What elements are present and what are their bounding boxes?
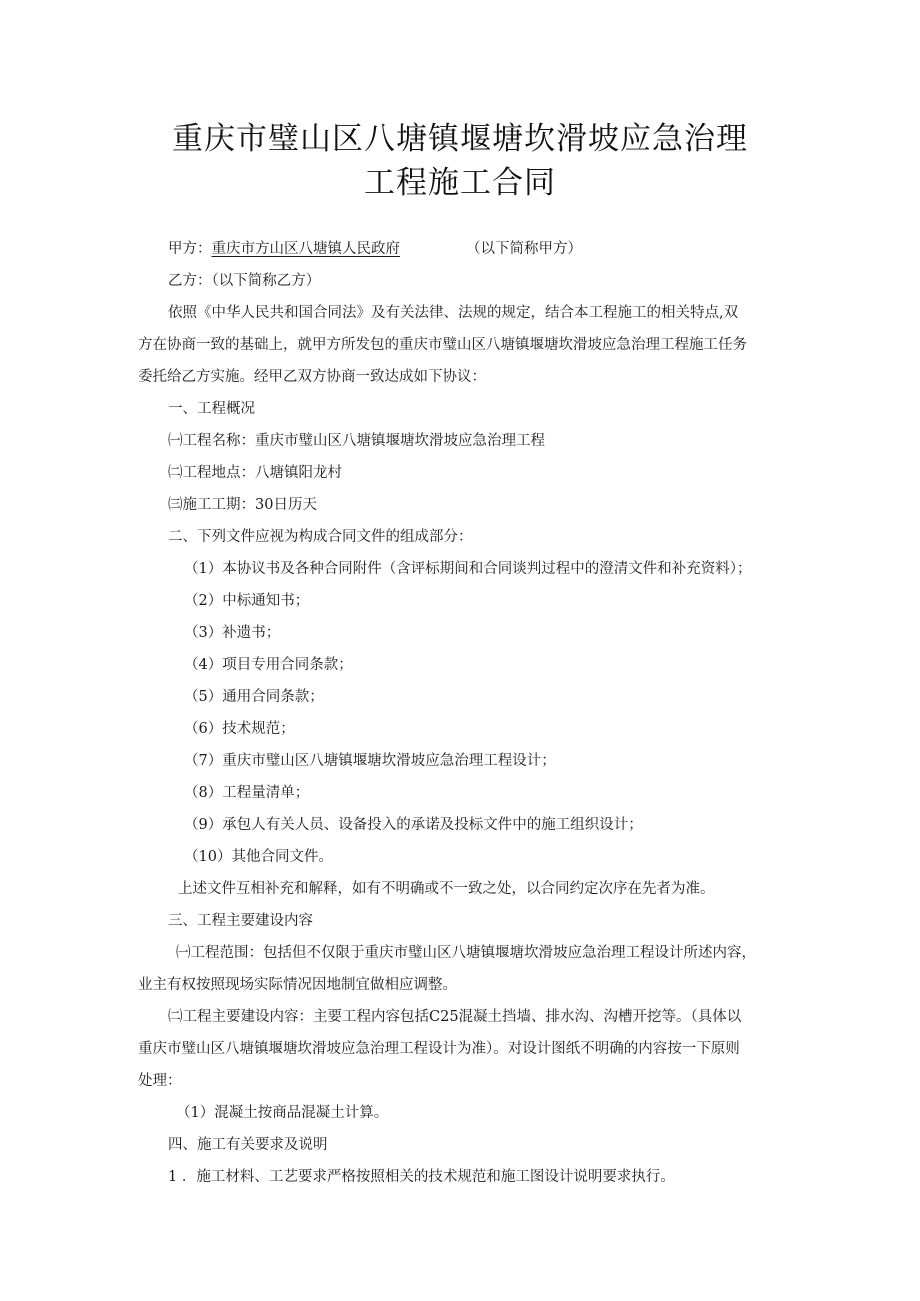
contract-document-item: （2）中标通知书； — [184, 593, 310, 609]
document-title-line-1: 重庆市璧山区八塘镇堰塘坎滑坡应急治理 — [172, 121, 748, 157]
intro-paragraph-line-2: 方在协商一致的基础上，就甲方所发包的重庆市璧山区八塘镇堰塘坎滑坡应急治理工程施工任务 — [138, 337, 747, 353]
document-title-line-2: 工程施工合同 — [364, 165, 556, 201]
project-location-item: ㈡工程地点：八塘镇阳龙村 — [168, 465, 342, 481]
intro-paragraph-line-3: 委托给乙方实施。经甲乙双方协商一致达成如下协议： — [138, 369, 486, 385]
construction-period-item: ㈢施工工期：30日历天 — [168, 497, 317, 513]
construction-content-line-2: 重庆市璧山区八塘镇堰塘坎滑坡应急治理工程设计为准）。对设计图纸不明确的内容按一下原则 — [138, 1041, 740, 1057]
section-3-heading: 三、工程主要建设内容 — [168, 913, 313, 929]
contract-document-item: （9）承包人有关人员、设备投入的承诺及投标文件中的施工组织设计； — [184, 817, 643, 833]
section-1-heading: 一、工程概况 — [168, 401, 255, 417]
party-b-line: 乙方：（以下简称乙方） — [168, 273, 321, 289]
project-name-item: ㈠工程名称：重庆市璧山区八塘镇堰塘坎滑坡应急治理工程 — [168, 433, 545, 449]
contract-document-item: （5）通用合同条款； — [184, 689, 324, 705]
intro-paragraph-line-1: 依照《中华人民共和国合同法》及有关法律、法规的规定，结合本工程施工的相关特点,双 — [168, 305, 739, 321]
section-4-heading: 四、施工有关要求及说明 — [168, 1137, 328, 1153]
requirement-item: 1 ．施工材料、工艺要求严格按照相关的技术规范和施工图设计说明要求执行。 — [168, 1169, 675, 1185]
section-2-heading: 二、下列文件应视为构成合同文件的组成部分： — [168, 529, 473, 545]
project-scope-line-2: 业主有权按照现场实际情况因地制宜做相应调整。 — [138, 977, 457, 993]
project-scope-line-1: ㈠工程范围：包括但不仅限于重庆市璧山区八塘镇堰塘坎滑坡应急治理工程设计所述内容， — [176, 945, 756, 961]
contract-document-item: （10）其他合同文件。 — [184, 849, 333, 865]
contract-document-item: （6）技术规范； — [184, 721, 295, 737]
party-a-name: 重庆市方山区八塘镇人民政府 — [211, 241, 400, 257]
party-a-line — [168, 237, 400, 258]
party-a-label: 甲方： — [168, 241, 212, 257]
contract-document-item: （3）补遗书； — [184, 625, 281, 641]
document-precedence-note: 上述文件互相补充和解释，如有不明确或不一致之处，以合同约定次序在先者为准。 — [178, 881, 715, 897]
contract-document-item: （7）重庆市璧山区八塘镇堰塘坎滑坡应急治理工程设计； — [184, 753, 556, 769]
contract-document-item: （8）工程量清单； — [184, 785, 310, 801]
concrete-rule: （1）混凝土按商品混凝土计算。 — [176, 1105, 389, 1121]
contract-document-item: （4）项目专用合同条款； — [184, 657, 353, 673]
contract-document-item: （1）本协议书及各种合同附件（含评标期间和合同谈判过程中的澄清文件和补充资料）； — [184, 561, 752, 577]
party-a-suffix: （以下简称甲方） — [466, 241, 582, 257]
construction-content-line-3: 处理： — [138, 1073, 182, 1089]
construction-content-line-1: ㈡工程主要建设内容：主要工程内容包括C25混凝土挡墙、排水沟、沟槽开挖等。（具体以 — [168, 1009, 742, 1025]
